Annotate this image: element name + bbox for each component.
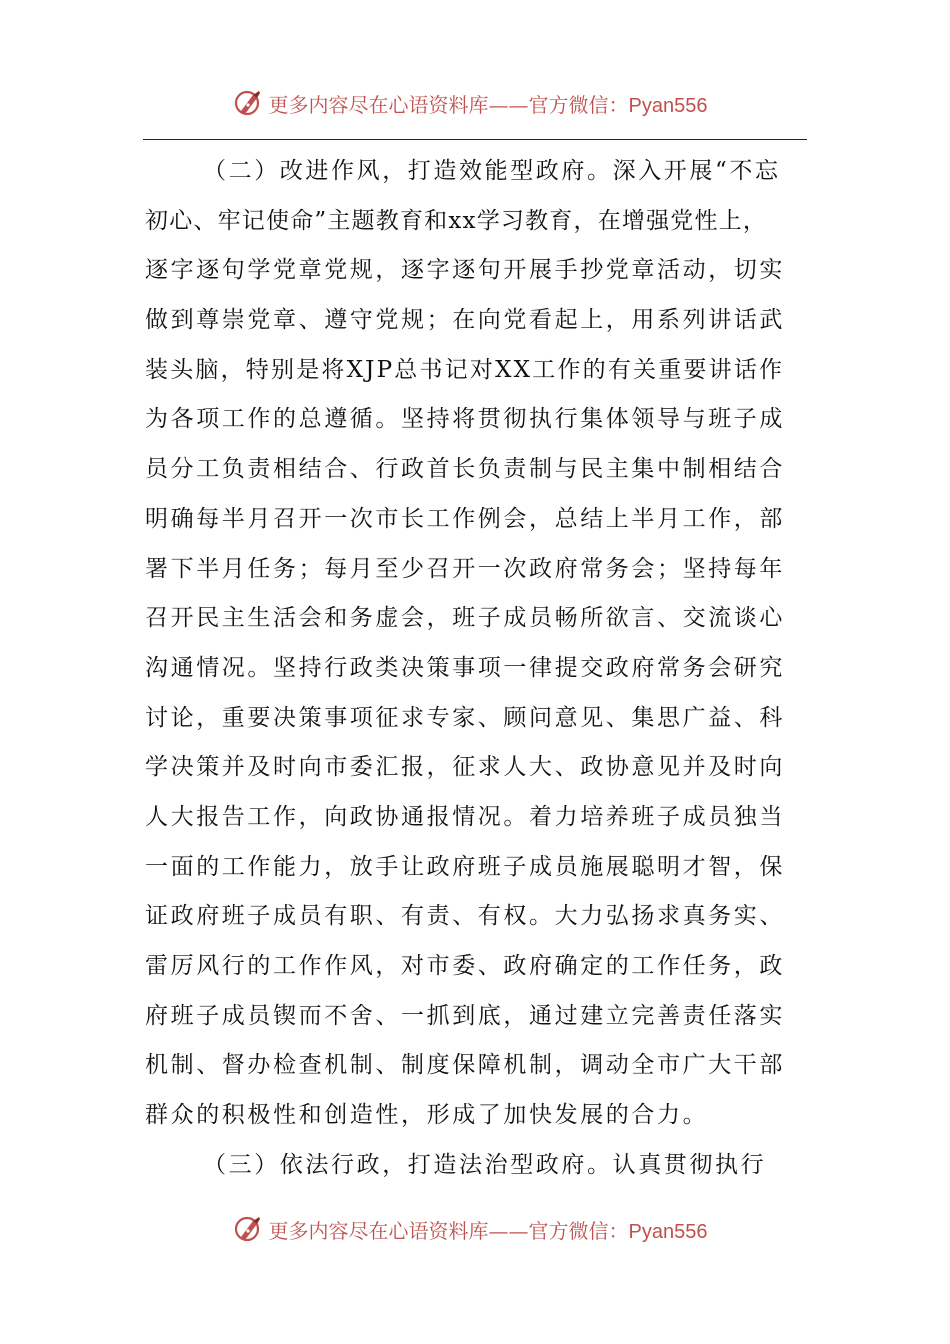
text-line: 装头脑，特别是将XJP总书记对XX工作的有关重要讲话作 [145, 356, 785, 383]
text-line: 一面的工作能力，放手让政府班子成员施展聪明才智，保 [145, 853, 785, 880]
text-line: 讨论，重要决策事项征求专家、顾问意见、集思广益、科 [145, 704, 785, 731]
document-body [145, 147, 809, 1190]
footer-banner [0, 1209, 950, 1249]
banner-main-text: 更多内容尽在心语资料库 [268, 1218, 489, 1243]
text-line: 初心、牢记使命”主题教育和xx学习教育，在增强党性上， [145, 207, 768, 234]
text-line: 证政府班子成员有职、有责、有权。大力弘扬求真务实、 [145, 903, 785, 930]
text-line: 府班子成员锲而不舍、一抓到底，通过建立完善责任落实 [145, 1002, 785, 1029]
text-line: 署下半月任务；每月至少召开一次政府常务会；坚持每年 [145, 555, 785, 582]
banner-wechat-id: Pyan556 [628, 1220, 708, 1243]
text-line: 雷厉风行的工作作风，对市委、政府确定的工作任务，政 [145, 953, 785, 979]
banner-wechat-label: 官方微信： [528, 1218, 629, 1243]
banner-dash: —— [488, 92, 529, 117]
text-line: 群众的积极性和创造性，形成了加快发展的合力。 [145, 1102, 709, 1129]
header-banner [0, 83, 950, 123]
text-line: 人大报告工作，向政协通报情况。着力培养班子成员独当 [145, 803, 785, 830]
text-line: （三）依法行政，打造法治型政府。认真贯彻执行 [203, 1151, 767, 1178]
banner-wechat-id: Pyan556 [628, 94, 708, 117]
text-line: 员分工负责相结合、行政首长负责制与民主集中制相结合 [145, 456, 785, 483]
header-banner-text [269, 89, 708, 118]
text-line: 逐字逐句学党章党规，逐字逐句开展手抄党章活动，切实 [145, 257, 785, 284]
text-line: 做到尊崇党章、遵守党规；在向党看起上，用系列讲话武 [145, 307, 785, 334]
footer-banner-text [269, 1215, 708, 1244]
header-divider [143, 139, 807, 140]
text-line: 沟通情况。坚持行政类决策事项一律提交政府常务会研究 [145, 654, 785, 681]
pen-nib-icon [233, 1213, 265, 1245]
text-line: 明确每半月召开一次市长工作例会，总结上半月工作，部 [145, 505, 785, 532]
text-line: 学决策并及时向市委汇报，征求人大、政协意见并及时向 [145, 754, 785, 781]
banner-dash: —— [488, 1218, 529, 1243]
text-line: 为各项工作的总遵循。坚持将贯彻执行集体领导与班子成 [145, 406, 785, 433]
banner-wechat-label: 官方微信： [528, 92, 629, 117]
pen-nib-icon [233, 87, 265, 119]
text-line: （二）改进作风，打造效能型政府。深入开展“不忘 [203, 158, 781, 184]
text-line: 机制、督办检查机制、制度保障机制，调动全市广大干部 [145, 1052, 785, 1079]
text-line: 召开民主生活会和务虚会，班子成员畅所欲言、交流谈心 [145, 605, 785, 632]
banner-main-text: 更多内容尽在心语资料库 [268, 92, 489, 117]
